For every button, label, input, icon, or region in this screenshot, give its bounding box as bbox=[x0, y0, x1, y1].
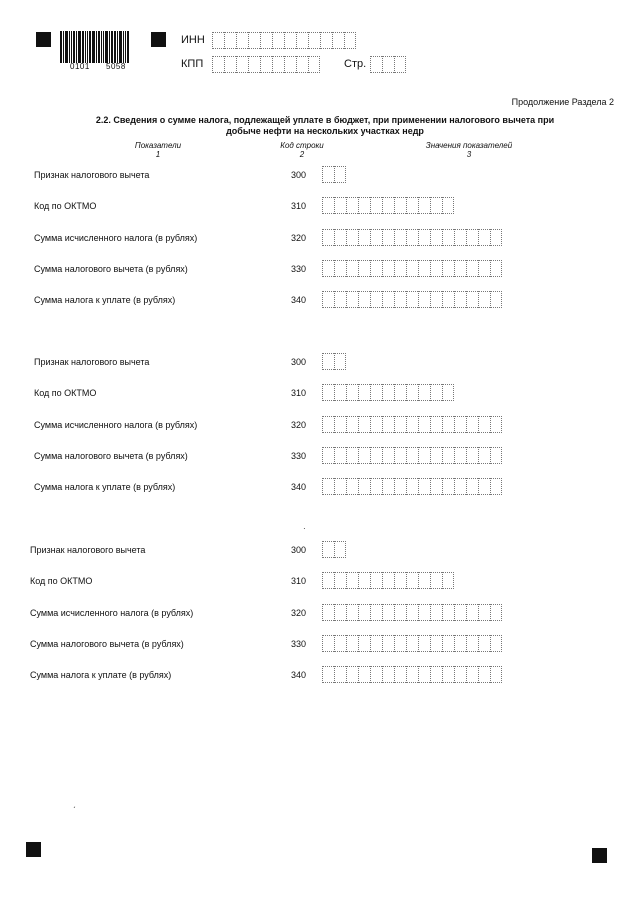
field-cell[interactable] bbox=[394, 572, 406, 589]
field-cell[interactable] bbox=[406, 478, 418, 495]
field-cell[interactable] bbox=[322, 166, 334, 183]
field-cell[interactable] bbox=[358, 260, 370, 277]
row-code-310: 310 bbox=[290, 388, 306, 399]
row-label-oktmo-code: Код по ОКТМО bbox=[34, 388, 97, 399]
field-cell[interactable] bbox=[430, 572, 442, 589]
page-label: Стр. bbox=[344, 58, 367, 70]
barcode-bar bbox=[125, 31, 126, 63]
column-header-indicators-title: Показатели bbox=[134, 141, 182, 150]
field-cell[interactable] bbox=[334, 229, 346, 246]
inn-cell[interactable] bbox=[320, 32, 332, 49]
barcode-bar bbox=[103, 31, 104, 63]
field-cell[interactable] bbox=[478, 447, 490, 464]
row-label-tax-payable: Сумма налога к уплате (в рублях) bbox=[34, 482, 176, 493]
kpp-cell[interactable] bbox=[308, 56, 320, 73]
kpp-cell[interactable] bbox=[236, 56, 248, 73]
page-cell[interactable] bbox=[394, 56, 406, 73]
field-cell[interactable] bbox=[454, 291, 466, 308]
field-cell[interactable] bbox=[382, 416, 394, 433]
field-cell[interactable] bbox=[418, 291, 430, 308]
field-cell[interactable] bbox=[454, 635, 466, 652]
field-cell[interactable] bbox=[442, 666, 454, 683]
barcode-bar bbox=[78, 31, 81, 63]
row-code-300: 300 bbox=[290, 357, 306, 367]
field-cell[interactable] bbox=[418, 416, 430, 433]
barcode-bar bbox=[73, 31, 75, 63]
field-cell[interactable] bbox=[466, 291, 478, 308]
field-cell[interactable] bbox=[358, 666, 370, 683]
field-cell[interactable] bbox=[322, 353, 334, 370]
field-cell[interactable] bbox=[370, 666, 382, 683]
field-cell[interactable] bbox=[334, 447, 346, 464]
field-cell[interactable] bbox=[334, 353, 346, 370]
inn-label: ИНН bbox=[181, 34, 205, 46]
field-cell[interactable] bbox=[322, 229, 334, 246]
row-code-310: 310 bbox=[290, 201, 306, 212]
registration-marker-top-left bbox=[36, 32, 51, 47]
field-tax-payable[interactable] bbox=[322, 291, 502, 308]
barcode-bar bbox=[87, 31, 88, 63]
field-cell[interactable] bbox=[406, 635, 418, 652]
field-cell[interactable] bbox=[418, 572, 430, 589]
field-cell[interactable] bbox=[454, 416, 466, 433]
column-header-values bbox=[409, 141, 529, 159]
field-cell[interactable] bbox=[346, 384, 358, 401]
row-label-tax-payable: Сумма налога к уплате (в рублях) bbox=[30, 670, 172, 681]
field-cell[interactable] bbox=[322, 572, 334, 589]
field-cell[interactable] bbox=[442, 229, 454, 246]
column-header-indicators-number: 1 bbox=[155, 150, 161, 159]
field-cell[interactable] bbox=[430, 229, 442, 246]
field-cell[interactable] bbox=[322, 197, 334, 214]
field-cell[interactable] bbox=[322, 447, 334, 464]
field-cell[interactable] bbox=[406, 384, 418, 401]
field-cell[interactable] bbox=[466, 447, 478, 464]
field-tax-deduction[interactable] bbox=[322, 260, 502, 277]
registration-marker-bottom-right bbox=[592, 848, 607, 863]
page-cell[interactable] bbox=[370, 56, 382, 73]
field-cell[interactable] bbox=[478, 416, 490, 433]
field-cell[interactable] bbox=[346, 260, 358, 277]
barcode-bar bbox=[98, 31, 100, 63]
field-cell[interactable] bbox=[370, 229, 382, 246]
field-cell[interactable] bbox=[358, 635, 370, 652]
field-cell[interactable] bbox=[346, 229, 358, 246]
row-label-deduction-flag: Признак налогового вычета bbox=[34, 357, 150, 367]
field-cell[interactable] bbox=[370, 291, 382, 308]
field-cell[interactable] bbox=[406, 229, 418, 246]
barcode-number-right: 5058 bbox=[106, 62, 126, 71]
field-cell[interactable] bbox=[466, 416, 478, 433]
registration-marker-bottom-left bbox=[26, 842, 41, 857]
inn-cell[interactable] bbox=[272, 32, 284, 49]
field-cell[interactable] bbox=[358, 447, 370, 464]
field-cell[interactable] bbox=[322, 416, 334, 433]
field-cell[interactable] bbox=[490, 416, 502, 433]
field-cell[interactable] bbox=[418, 447, 430, 464]
field-cell[interactable] bbox=[346, 635, 358, 652]
field-cell[interactable] bbox=[358, 384, 370, 401]
field-cell[interactable] bbox=[322, 260, 334, 277]
barcode-bar bbox=[119, 31, 122, 63]
field-cell[interactable] bbox=[490, 666, 502, 683]
field-cell[interactable] bbox=[466, 260, 478, 277]
field-cell[interactable] bbox=[358, 416, 370, 433]
field-cell[interactable] bbox=[346, 447, 358, 464]
kpp-cell[interactable] bbox=[260, 56, 272, 73]
field-tax-deduction[interactable] bbox=[322, 635, 502, 652]
row-label-tax-deduction: Сумма налогового вычета (в рублях) bbox=[34, 263, 188, 274]
field-cell[interactable] bbox=[490, 635, 502, 652]
barcode-number-left: 0101 bbox=[70, 62, 90, 71]
barcode bbox=[60, 31, 140, 63]
barcode-bar bbox=[123, 31, 124, 63]
barcode-bar bbox=[101, 31, 102, 63]
kpp-label: КПП bbox=[181, 58, 204, 70]
field-cell[interactable] bbox=[490, 478, 502, 495]
field-cell[interactable] bbox=[322, 666, 334, 683]
field-cell[interactable] bbox=[382, 666, 394, 683]
field-cell[interactable] bbox=[454, 478, 466, 495]
row-code-340: 340 bbox=[290, 670, 306, 681]
field-cell[interactable] bbox=[442, 572, 454, 589]
field-tax-deduction[interactable] bbox=[322, 447, 502, 464]
column-header-indicators bbox=[98, 141, 218, 159]
field-tax-payable[interactable] bbox=[322, 478, 502, 495]
field-cell[interactable] bbox=[406, 416, 418, 433]
field-cell[interactable] bbox=[430, 478, 442, 495]
field-cell[interactable] bbox=[430, 635, 442, 652]
row-code-320: 320 bbox=[290, 419, 306, 430]
row-code-330: 330 bbox=[290, 638, 306, 649]
field-cell[interactable] bbox=[466, 635, 478, 652]
field-cell[interactable] bbox=[406, 197, 418, 214]
field-cell[interactable] bbox=[370, 416, 382, 433]
field-cell[interactable] bbox=[382, 260, 394, 277]
row-code-300: 300 bbox=[290, 545, 306, 555]
barcode-bar bbox=[105, 31, 108, 63]
field-cell[interactable] bbox=[334, 604, 346, 621]
field-cell[interactable] bbox=[334, 666, 346, 683]
field-cell[interactable] bbox=[358, 604, 370, 621]
field-cell[interactable] bbox=[358, 291, 370, 308]
inn-cell[interactable] bbox=[284, 32, 296, 49]
row-label-tax-payable: Сумма налога к уплате (в рублях) bbox=[34, 295, 176, 306]
field-cell[interactable] bbox=[334, 384, 346, 401]
field-cell[interactable] bbox=[394, 478, 406, 495]
kpp-cell[interactable] bbox=[212, 56, 224, 73]
field-cell[interactable] bbox=[346, 604, 358, 621]
field-cell[interactable] bbox=[322, 478, 334, 495]
inn-cell[interactable] bbox=[260, 32, 272, 49]
inn-cell[interactable] bbox=[236, 32, 248, 49]
inn-field[interactable] bbox=[212, 32, 356, 49]
barcode-bar bbox=[92, 31, 95, 63]
row-label-tax-deduction: Сумма налогового вычета (в рублях) bbox=[30, 638, 184, 649]
field-cell[interactable] bbox=[430, 416, 442, 433]
field-cell[interactable] bbox=[442, 635, 454, 652]
field-oktmo-code[interactable] bbox=[322, 572, 454, 589]
field-cell[interactable] bbox=[442, 604, 454, 621]
field-cell[interactable] bbox=[478, 635, 490, 652]
field-cell[interactable] bbox=[418, 635, 430, 652]
row-code-310: 310 bbox=[290, 576, 306, 587]
field-cell[interactable] bbox=[454, 229, 466, 246]
field-cell[interactable] bbox=[394, 384, 406, 401]
field-cell[interactable] bbox=[382, 478, 394, 495]
field-cell[interactable] bbox=[358, 572, 370, 589]
field-cell[interactable] bbox=[442, 384, 454, 401]
barcode-bar bbox=[111, 31, 113, 63]
field-cell[interactable] bbox=[442, 447, 454, 464]
barcode-bar bbox=[96, 31, 97, 63]
field-cell[interactable] bbox=[346, 197, 358, 214]
field-cell[interactable] bbox=[442, 478, 454, 495]
field-cell[interactable] bbox=[370, 635, 382, 652]
row-label-oktmo-code: Код по ОКТМО bbox=[34, 201, 97, 212]
inn-cell[interactable] bbox=[224, 32, 236, 49]
field-cell[interactable] bbox=[406, 260, 418, 277]
field-cell[interactable] bbox=[454, 604, 466, 621]
inn-cell[interactable] bbox=[332, 32, 344, 49]
field-cell[interactable] bbox=[418, 604, 430, 621]
kpp-cell[interactable] bbox=[296, 56, 308, 73]
field-cell[interactable] bbox=[478, 229, 490, 246]
field-calculated-tax[interactable] bbox=[322, 416, 502, 433]
field-cell[interactable] bbox=[394, 291, 406, 308]
field-cell[interactable] bbox=[334, 416, 346, 433]
field-cell[interactable] bbox=[322, 291, 334, 308]
field-calculated-tax[interactable] bbox=[322, 604, 502, 621]
column-header-line-code bbox=[242, 141, 362, 159]
row-label-calculated-tax: Сумма исчисленного налога (в рублях) bbox=[34, 419, 198, 430]
field-cell[interactable] bbox=[490, 291, 502, 308]
field-cell[interactable] bbox=[382, 229, 394, 246]
kpp-cell[interactable] bbox=[248, 56, 260, 73]
field-cell[interactable] bbox=[430, 604, 442, 621]
row-label-deduction-flag: Признак налогового вычета bbox=[30, 545, 146, 555]
row-code-340: 340 bbox=[290, 295, 306, 306]
field-cell[interactable] bbox=[406, 572, 418, 589]
field-cell[interactable] bbox=[382, 197, 394, 214]
field-cell[interactable] bbox=[478, 604, 490, 621]
field-cell[interactable] bbox=[418, 229, 430, 246]
field-cell[interactable] bbox=[418, 478, 430, 495]
barcode-bar bbox=[69, 31, 70, 63]
column-header-values-title: Значения показателей bbox=[425, 141, 513, 150]
field-cell[interactable] bbox=[466, 229, 478, 246]
field-cell[interactable] bbox=[382, 291, 394, 308]
field-cell[interactable] bbox=[430, 666, 442, 683]
field-cell[interactable] bbox=[454, 666, 466, 683]
field-cell[interactable] bbox=[418, 260, 430, 277]
field-cell[interactable] bbox=[370, 604, 382, 621]
field-cell[interactable] bbox=[322, 604, 334, 621]
field-cell[interactable] bbox=[442, 260, 454, 277]
column-header-values-number: 3 bbox=[466, 150, 472, 159]
field-cell[interactable] bbox=[466, 604, 478, 621]
field-cell[interactable] bbox=[370, 260, 382, 277]
inn-cell[interactable] bbox=[248, 32, 260, 49]
field-cell[interactable] bbox=[478, 666, 490, 683]
field-cell[interactable] bbox=[334, 635, 346, 652]
field-oktmo-code[interactable] bbox=[322, 384, 454, 401]
field-cell[interactable] bbox=[406, 291, 418, 308]
field-cell[interactable] bbox=[334, 260, 346, 277]
field-cell[interactable] bbox=[346, 416, 358, 433]
field-cell[interactable] bbox=[418, 666, 430, 683]
kpp-cell[interactable] bbox=[272, 56, 284, 73]
row-label-oktmo-code: Код по ОКТМО bbox=[30, 576, 93, 587]
field-cell[interactable] bbox=[430, 384, 442, 401]
field-cell[interactable] bbox=[382, 384, 394, 401]
field-cell[interactable] bbox=[418, 197, 430, 214]
barcode-bar bbox=[114, 31, 116, 63]
field-cell[interactable] bbox=[334, 541, 346, 558]
continuation-note: Продолжение Раздела 2 bbox=[511, 97, 614, 107]
field-cell[interactable] bbox=[394, 666, 406, 683]
field-cell[interactable] bbox=[334, 197, 346, 214]
field-cell[interactable] bbox=[394, 260, 406, 277]
field-cell[interactable] bbox=[370, 384, 382, 401]
field-deduction-flag[interactable] bbox=[322, 166, 346, 183]
field-cell[interactable] bbox=[490, 229, 502, 246]
column-header-line-code-number: 2 bbox=[299, 150, 305, 159]
field-cell[interactable] bbox=[334, 478, 346, 495]
row-code-330: 330 bbox=[290, 450, 306, 461]
field-cell[interactable] bbox=[370, 197, 382, 214]
field-cell[interactable] bbox=[394, 197, 406, 214]
field-cell[interactable] bbox=[346, 666, 358, 683]
row-code-320: 320 bbox=[290, 607, 306, 618]
field-cell[interactable] bbox=[442, 291, 454, 308]
barcode-bar bbox=[85, 31, 86, 63]
field-cell[interactable] bbox=[346, 572, 358, 589]
inn-cell[interactable] bbox=[212, 32, 224, 49]
field-cell[interactable] bbox=[466, 666, 478, 683]
field-cell[interactable] bbox=[382, 572, 394, 589]
field-cell[interactable] bbox=[370, 572, 382, 589]
field-cell[interactable] bbox=[394, 447, 406, 464]
field-cell[interactable] bbox=[430, 197, 442, 214]
inn-cell[interactable] bbox=[344, 32, 356, 49]
field-oktmo-code[interactable] bbox=[322, 197, 454, 214]
field-deduction-flag[interactable] bbox=[322, 541, 346, 558]
field-cell[interactable] bbox=[370, 447, 382, 464]
page-number-field[interactable] bbox=[370, 56, 406, 73]
barcode-bar bbox=[63, 31, 64, 63]
row-code-330: 330 bbox=[290, 263, 306, 274]
row-code-300: 300 bbox=[290, 170, 306, 180]
kpp-field[interactable] bbox=[212, 56, 320, 73]
field-cell[interactable] bbox=[442, 416, 454, 433]
stray-mark: · bbox=[303, 524, 306, 533]
field-cell[interactable] bbox=[358, 478, 370, 495]
barcode-bar bbox=[109, 31, 110, 63]
field-cell[interactable] bbox=[406, 604, 418, 621]
field-cell[interactable] bbox=[334, 291, 346, 308]
field-cell[interactable] bbox=[334, 166, 346, 183]
column-header-line-code-title: Код строки bbox=[280, 141, 324, 150]
barcode-bar bbox=[89, 31, 91, 63]
stray-mark: ˊ bbox=[73, 806, 76, 815]
field-cell[interactable] bbox=[430, 260, 442, 277]
barcode-bar bbox=[127, 31, 129, 63]
field-cell[interactable] bbox=[358, 229, 370, 246]
field-cell[interactable] bbox=[490, 447, 502, 464]
field-cell[interactable] bbox=[406, 447, 418, 464]
field-cell[interactable] bbox=[382, 635, 394, 652]
field-cell[interactable] bbox=[346, 478, 358, 495]
row-label-deduction-flag: Признак налогового вычета bbox=[34, 170, 150, 180]
field-cell[interactable] bbox=[406, 666, 418, 683]
field-cell[interactable] bbox=[478, 478, 490, 495]
field-cell[interactable] bbox=[394, 635, 406, 652]
field-cell[interactable] bbox=[442, 197, 454, 214]
field-cell[interactable] bbox=[370, 478, 382, 495]
row-code-340: 340 bbox=[290, 482, 306, 493]
field-cell[interactable] bbox=[394, 416, 406, 433]
field-cell[interactable] bbox=[394, 604, 406, 621]
barcode-bar bbox=[117, 31, 118, 63]
field-cell[interactable] bbox=[454, 260, 466, 277]
field-calculated-tax[interactable] bbox=[322, 229, 502, 246]
field-cell[interactable] bbox=[478, 291, 490, 308]
barcode-bar bbox=[76, 31, 77, 63]
field-cell[interactable] bbox=[322, 541, 334, 558]
field-cell[interactable] bbox=[430, 447, 442, 464]
field-cell[interactable] bbox=[334, 572, 346, 589]
field-cell[interactable] bbox=[418, 384, 430, 401]
field-cell[interactable] bbox=[490, 604, 502, 621]
row-code-320: 320 bbox=[290, 232, 306, 243]
barcode-bar bbox=[65, 31, 68, 63]
field-cell[interactable] bbox=[478, 260, 490, 277]
field-cell[interactable] bbox=[382, 604, 394, 621]
field-cell[interactable] bbox=[430, 291, 442, 308]
kpp-cell[interactable] bbox=[284, 56, 296, 73]
field-cell[interactable] bbox=[466, 478, 478, 495]
field-cell[interactable] bbox=[346, 291, 358, 308]
barcode-bar bbox=[71, 31, 72, 63]
section-title: 2.2. Сведения о сумме налога, подлежащей уплате в бюджет, при применении налогового вычета при добыче нефти на нескольких участках недр bbox=[95, 115, 555, 136]
registration-marker-top-mid bbox=[151, 32, 166, 47]
inn-cell[interactable] bbox=[296, 32, 308, 49]
field-cell[interactable] bbox=[454, 447, 466, 464]
field-cell[interactable] bbox=[358, 197, 370, 214]
field-cell[interactable] bbox=[382, 447, 394, 464]
barcode-bar bbox=[60, 31, 62, 63]
row-label-tax-deduction: Сумма налогового вычета (в рублях) bbox=[34, 450, 188, 461]
field-cell[interactable] bbox=[394, 229, 406, 246]
row-label-calculated-tax: Сумма исчисленного налога (в рублях) bbox=[34, 232, 198, 243]
field-tax-payable[interactable] bbox=[322, 666, 502, 683]
field-deduction-flag[interactable] bbox=[322, 353, 346, 370]
field-cell[interactable] bbox=[490, 260, 502, 277]
inn-cell[interactable] bbox=[308, 32, 320, 49]
kpp-cell[interactable] bbox=[224, 56, 236, 73]
barcode-bar bbox=[82, 31, 84, 63]
page-cell[interactable] bbox=[382, 56, 394, 73]
row-label-calculated-tax: Сумма исчисленного налога (в рублях) bbox=[30, 607, 194, 618]
field-cell[interactable] bbox=[322, 635, 334, 652]
field-cell[interactable] bbox=[322, 384, 334, 401]
